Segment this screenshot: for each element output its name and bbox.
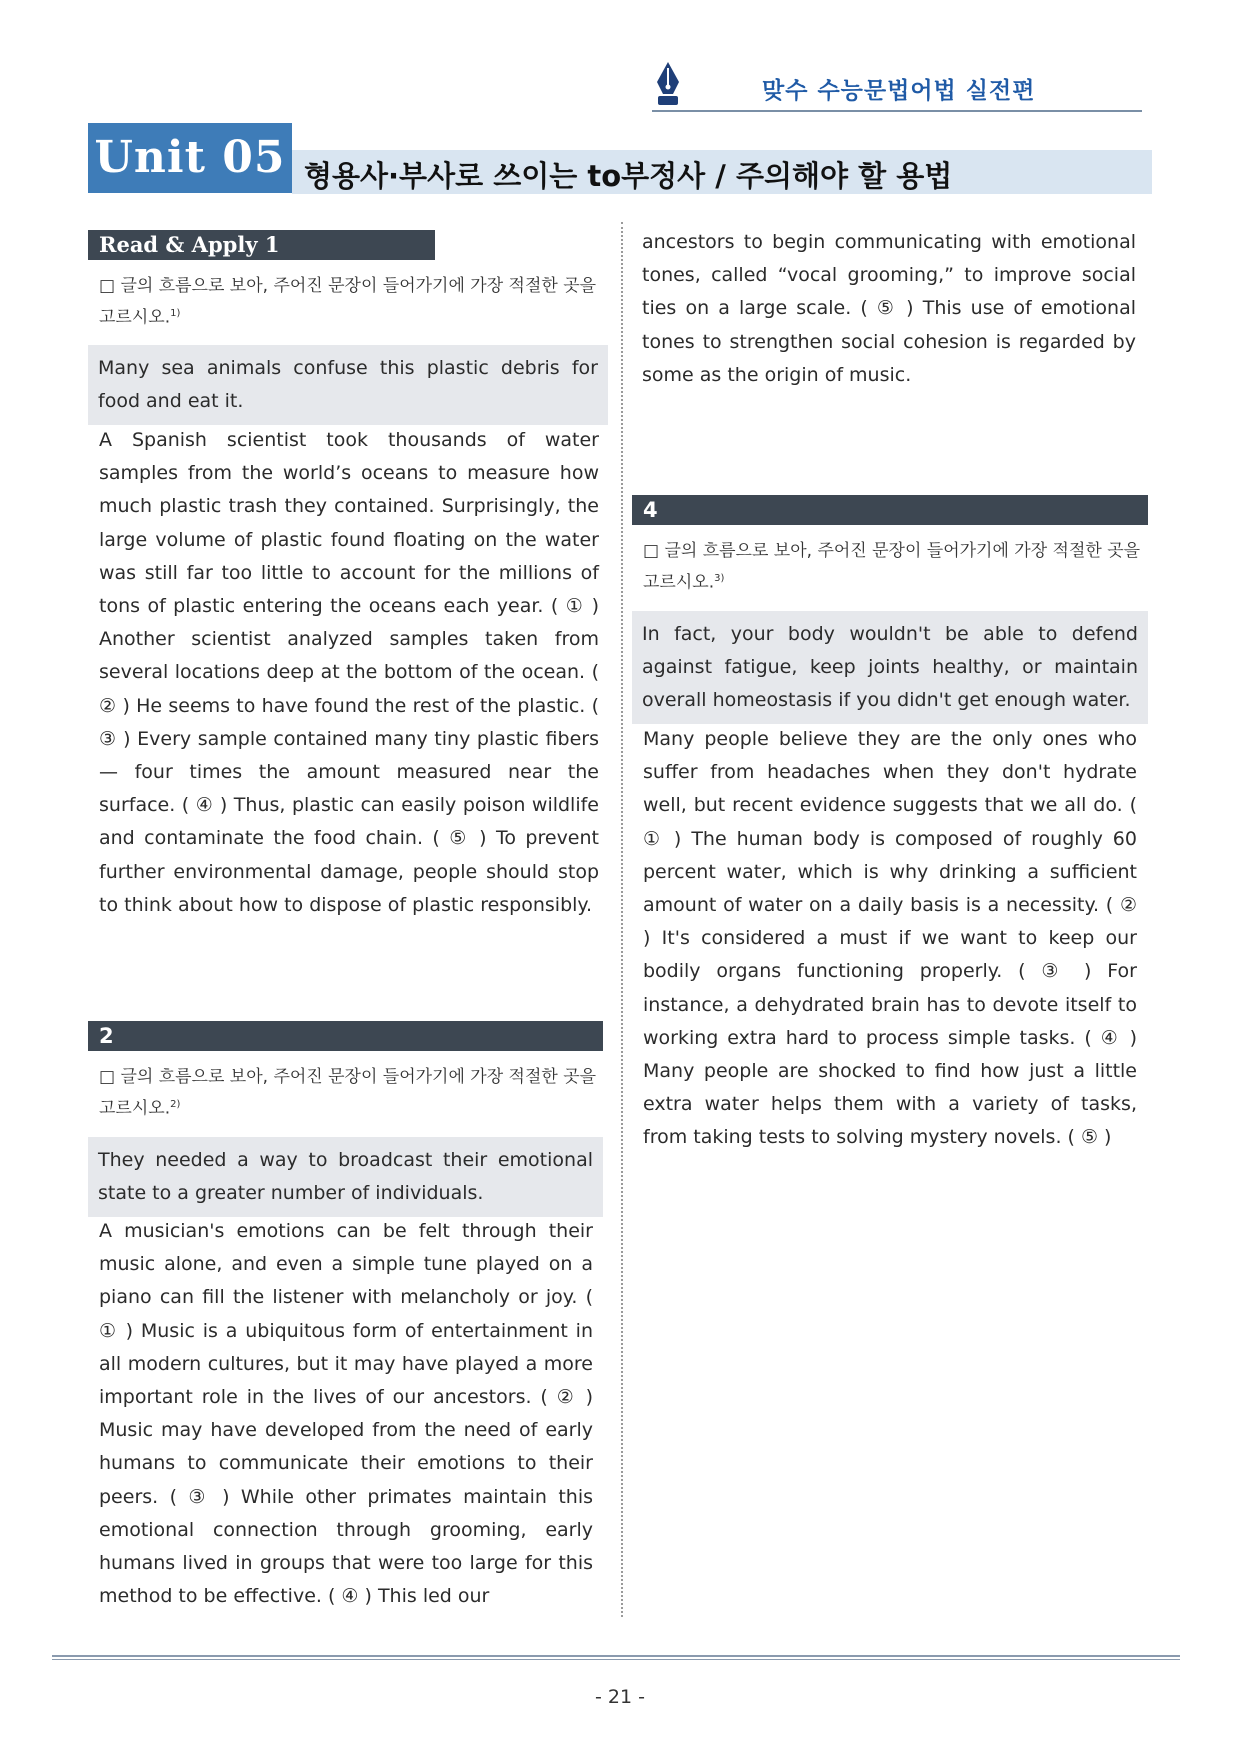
footnote-marker: 1) bbox=[170, 308, 181, 319]
book-title: 맞수 수능문법어법 실전편 bbox=[762, 78, 1036, 104]
unit-title-bar bbox=[292, 150, 1152, 194]
fountain-pen-icon bbox=[652, 60, 684, 108]
passage-1: A Spanish scientist took thousands of water samples from the world’s oceans to measure how much plastic trash they contained. Surprisingly, the large volume of plastic found floating on the water was still far too little to account for the millions of tons of plastic entering the oceans each year. ( ① ) Another scientist analyzed samples taken from several locations deep at the bottom of the ocean. ( ② ) He seems to have found the rest of the plastic. ( ③ ) Every sample contained many tiny plastic fibers — four times the amount measured near the surface. ( ④ ) Thus, plastic can easily poison wildlife and contaminate the food chain. ( ⑤ ) To prevent further environmental damage, people should stop to think about how to dispose of plastic responsibly. bbox=[99, 429, 599, 916]
instruction-text: □ 글의 흐름으로 보아, 주어진 문장이 들어가기에 가장 적절한 곳을 고르시오. bbox=[99, 1067, 597, 1119]
instruction-text: □ 글의 흐름으로 보아, 주어진 문장이 들어가기에 가장 적절한 곳을 고르시오. bbox=[99, 276, 597, 328]
passage-2: A musician's emotions can be felt through their music alone, and even a simple tune played on a piano can fill the listener with melancholy or joy. ( ① ) Music is a ubiquitous form of entertainment in all modern cultures, but it may have played a more important role in the lives of our ancestors. ( ② ) Music may have developed from the need of early humans to communicate their emotions to their peers. ( ③ ) While other primates maintain this emotional connection through grooming, early humans lived in groups that were too large for this method to be effective. ( ④ ) This led our bbox=[99, 1220, 593, 1608]
section-header-4: 4 bbox=[632, 495, 1148, 525]
given-sentence-4: In fact, your body wouldn't be able to defend against fatigue, keep joints healthy, or maintain overall homeostasis if you didn't get enough water. bbox=[632, 611, 1148, 724]
given-sentence-1: Many sea animals confuse this plastic debris for food and eat it. bbox=[88, 345, 608, 425]
passage-2-continued: ancestors to begin communicating with emotional tones, called “vocal grooming,” to improve social ties on a large scale. ( ⑤ ) This use of emotional tones to strengthen social cohesion is regarded by some as the origin of music. bbox=[642, 231, 1136, 386]
unit-label: Unit 05 bbox=[88, 123, 292, 193]
header-brand bbox=[652, 60, 1142, 112]
footnote-marker: 3) bbox=[714, 573, 725, 584]
section-header-2: 2 bbox=[88, 1021, 603, 1051]
unit-title: 형용사·부사로 쓰이는 to부정사 / 주의해야 할 용법 bbox=[304, 159, 953, 193]
footer-rule-thin bbox=[52, 1659, 1180, 1660]
instruction-4 bbox=[643, 537, 1143, 597]
column-divider bbox=[621, 222, 623, 1617]
footnote-marker: 2) bbox=[170, 1099, 181, 1110]
page-number: - 21 - bbox=[595, 1686, 645, 1708]
passage-4: Many people believe they are the only ones who suffer from headaches when they don't hydrate well, but recent evidence suggests that we all do. ( ① ) The human body is composed of roughly 60 percent water, which is why drinking a sufficient amount of water on a daily basis is a necessity. ( ② ) It's considered a must if we want to keep our bodily organs functioning properly. ( ③ ) For instance, a dehydrated brain has to devote itself to working extra hard to process simple tasks. ( ④ ) Many people are shocked to find how just a little extra water helps them with a variety of tasks, from taking tests to solving mystery novels. ( ⑤ ) bbox=[643, 728, 1137, 1149]
footer-rule bbox=[52, 1655, 1180, 1657]
instruction-1 bbox=[99, 272, 599, 332]
given-sentence-2: They needed a way to broadcast their emotional state to a greater number of individuals. bbox=[88, 1137, 603, 1217]
instruction-2 bbox=[99, 1063, 599, 1123]
instruction-text: □ 글의 흐름으로 보아, 주어진 문장이 들어가기에 가장 적절한 곳을 고르시오. bbox=[643, 541, 1141, 593]
section-header-read-apply-1: Read & Apply 1 bbox=[88, 230, 435, 260]
